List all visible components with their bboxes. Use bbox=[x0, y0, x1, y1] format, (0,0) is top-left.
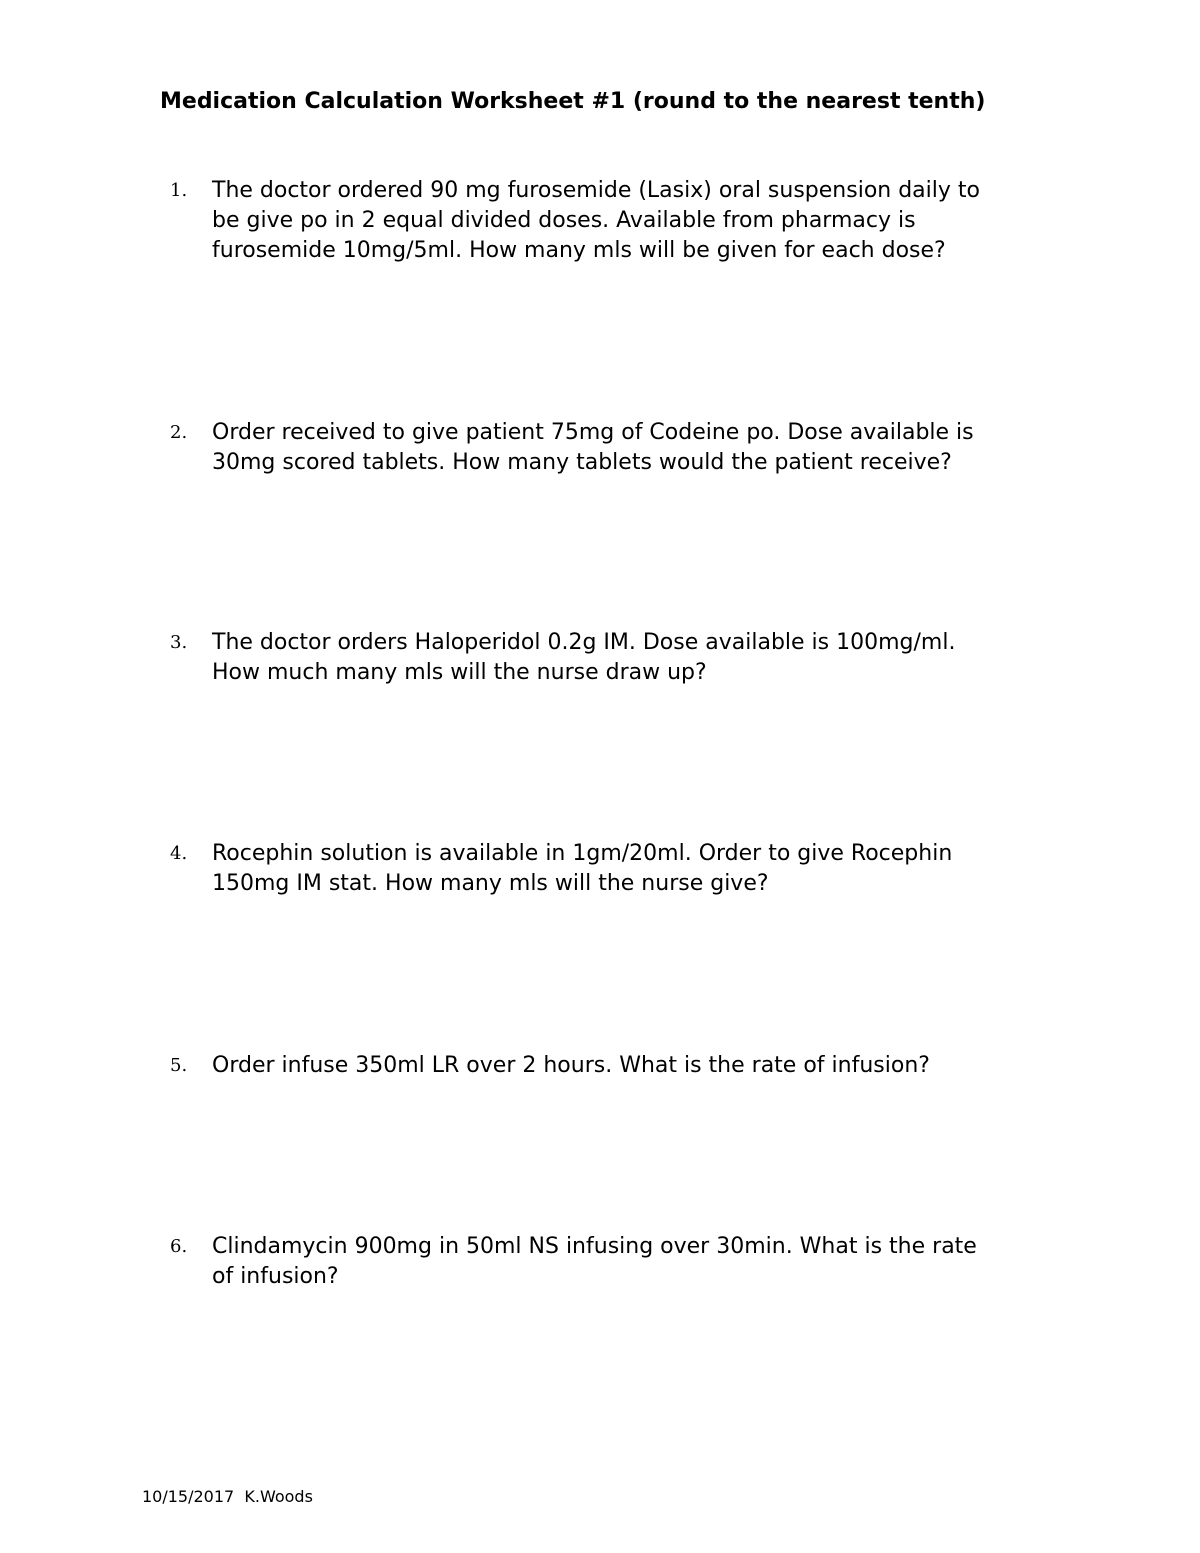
question-number: 1. bbox=[170, 180, 188, 201]
footer-date-author: 10/15/2017 K.Woods bbox=[142, 1487, 313, 1506]
question-line: of infusion? bbox=[212, 1264, 339, 1289]
question-line: 30mg scored tablets. How many tablets would the patient receive? bbox=[212, 450, 952, 475]
question-line: Clindamycin 900mg in 50ml NS infusing over 30min. What is the rate bbox=[212, 1234, 977, 1259]
question-line: Rocephin solution is available in 1gm/20ml. Order to give Rocephin bbox=[212, 841, 953, 866]
question-line: furosemide 10mg/5ml. How many mls will be given for each dose? bbox=[212, 238, 946, 263]
worksheet-title: Medication Calculation Worksheet #1 (round to the nearest tenth) bbox=[160, 89, 986, 114]
question-text bbox=[212, 418, 1052, 478]
question-line: The doctor orders Haloperidol 0.2g IM. Dose available is 100mg/ml. bbox=[212, 630, 956, 655]
question-line: How much many mls will the nurse draw up? bbox=[212, 660, 707, 685]
question-line: be give po in 2 equal divided doses. Available from pharmacy is bbox=[212, 208, 916, 233]
question-text bbox=[212, 1051, 1052, 1081]
question-number: 6. bbox=[170, 1236, 188, 1257]
question-text bbox=[212, 839, 1052, 899]
question-line: Order received to give patient 75mg of Codeine po. Dose available is bbox=[212, 420, 974, 445]
question-line: Order infuse 350ml LR over 2 hours. What is the rate of infusion? bbox=[212, 1053, 930, 1078]
question-line: 150mg IM stat. How many mls will the nurse give? bbox=[212, 871, 769, 896]
question-line: The doctor ordered 90 mg furosemide (Lasix) oral suspension daily to bbox=[212, 178, 980, 203]
question-text bbox=[212, 628, 1052, 688]
question-number: 4. bbox=[170, 843, 188, 864]
question-number: 5. bbox=[170, 1055, 188, 1076]
question-number: 2. bbox=[170, 422, 188, 443]
question-number: 3. bbox=[170, 632, 188, 653]
question-text bbox=[212, 1232, 1052, 1292]
question-text bbox=[212, 176, 1052, 266]
